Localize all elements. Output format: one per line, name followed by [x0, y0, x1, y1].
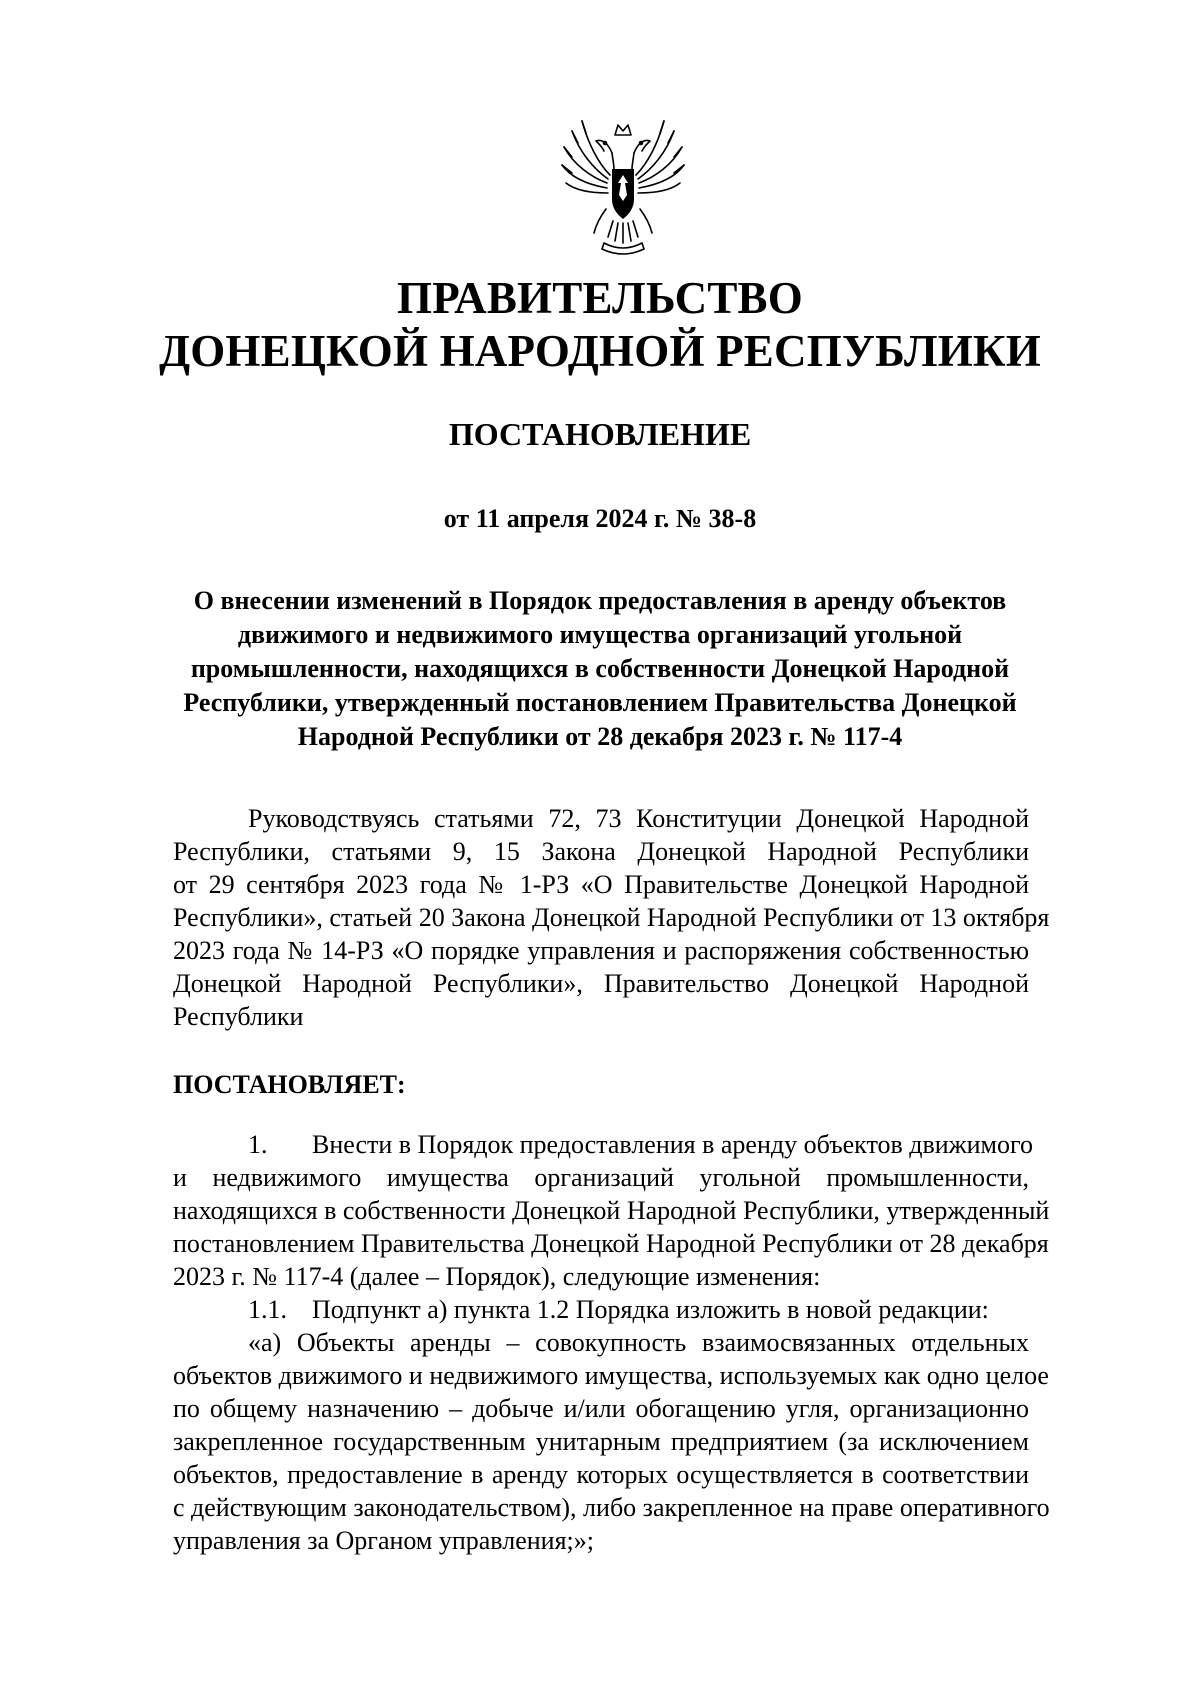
preamble-line: Республики	[173, 1002, 304, 1031]
clause-text: Подпункт а) пункта 1.2 Порядка изложить в новой редакции:	[312, 1295, 989, 1324]
title-line: Республики, утвержденный постановлением Правительства Донецкой	[183, 688, 1017, 717]
quote-line: «а) Объекты аренды – совокупность взаимосвязанных отдельных	[248, 1328, 1029, 1357]
organization-name-line1: ПРАВИТЕЛЬСТВО	[397, 273, 803, 323]
clause-number: 1.	[248, 1130, 268, 1159]
clause-line: находящихся в собственности Донецкой Народной Республики, утвержденный	[173, 1196, 1050, 1225]
clause-line: 2023 г. № 117-4 (далее – Порядок), следующие изменения:	[173, 1262, 821, 1291]
clauses-section	[173, 1128, 1050, 1557]
preamble-line: Донецкой Народной Республики», Правительство Донецкой Народной	[173, 969, 1029, 998]
clause-line: постановлением Правительства Донецкой Народной Республики от 28 декабря	[173, 1229, 1049, 1258]
quote-line: закрепленное государственным унитарным предприятием (за исключением	[173, 1427, 1029, 1456]
quote-line: объектов движимого и недвижимого имущества, используемых как одно целое	[173, 1361, 1049, 1390]
organization-name-line2: ДОНЕЦКОЙ НАРОДНОЙ РЕСПУБЛИКИ	[159, 326, 1041, 376]
document-type: ПОСТАНОВЛЕНИЕ	[448, 416, 752, 452]
clause-text: Внести в Порядок предоставления в аренду объектов движимого	[312, 1130, 1034, 1159]
title-line: движимого и недвижимого имущества организаций угольной	[237, 620, 963, 649]
preamble-line: Руководствуясь статьями 72, 73 Конституции Донецкой Народной	[248, 804, 1029, 833]
title-line: Народной Республики от 28 декабря 2023 г. № 117-4	[297, 722, 903, 751]
preamble-paragraph	[173, 802, 1050, 1033]
clause-1-1-line	[173, 1293, 1029, 1326]
preamble-line: Республики», статьей 20 Закона Донецкой Народной Республики от 13 октября	[173, 903, 1050, 932]
clause-line: и недвижимого имущества организаций угольной промышленности,	[173, 1163, 1029, 1192]
preamble-line: 2023 года № 14-РЗ «О порядке управления и распоряжения собственностью	[173, 936, 1029, 965]
preamble-line: от 29 сентября 2023 года № 1-РЗ «О Правительстве Донецкой Народной	[173, 870, 1029, 899]
clause-1-first-line	[173, 1128, 1034, 1161]
coat-of-arms-emblem	[558, 113, 688, 263]
document-date-number: от 11 апреля 2024 г. № 38-8	[443, 504, 757, 533]
decree-heading: ПОСТАНОВЛЯЕТ:	[173, 1070, 406, 1099]
clause-number: 1.1.	[248, 1295, 287, 1324]
quote-line: управления за Органом управления;»;	[173, 1526, 594, 1555]
quote-line: с действующим законодательством), либо закрепленное на праве оперативного	[173, 1493, 1050, 1522]
title-line: О внесении изменений в Порядок предоставления в аренду объектов	[193, 586, 1007, 615]
quote-line: объектов, предоставление в аренду которых осуществляется в соответствии	[173, 1460, 1029, 1489]
preamble-line: Республики, статьями 9, 15 Закона Донецкой Народной Республики	[173, 837, 1029, 866]
document-title	[170, 584, 1030, 754]
title-line: промышленности, находящихся в собственности Донецкой Народной	[190, 654, 1010, 683]
quote-line: по общему назначению – добыче и/или обогащению угля, организационно	[173, 1394, 1029, 1423]
